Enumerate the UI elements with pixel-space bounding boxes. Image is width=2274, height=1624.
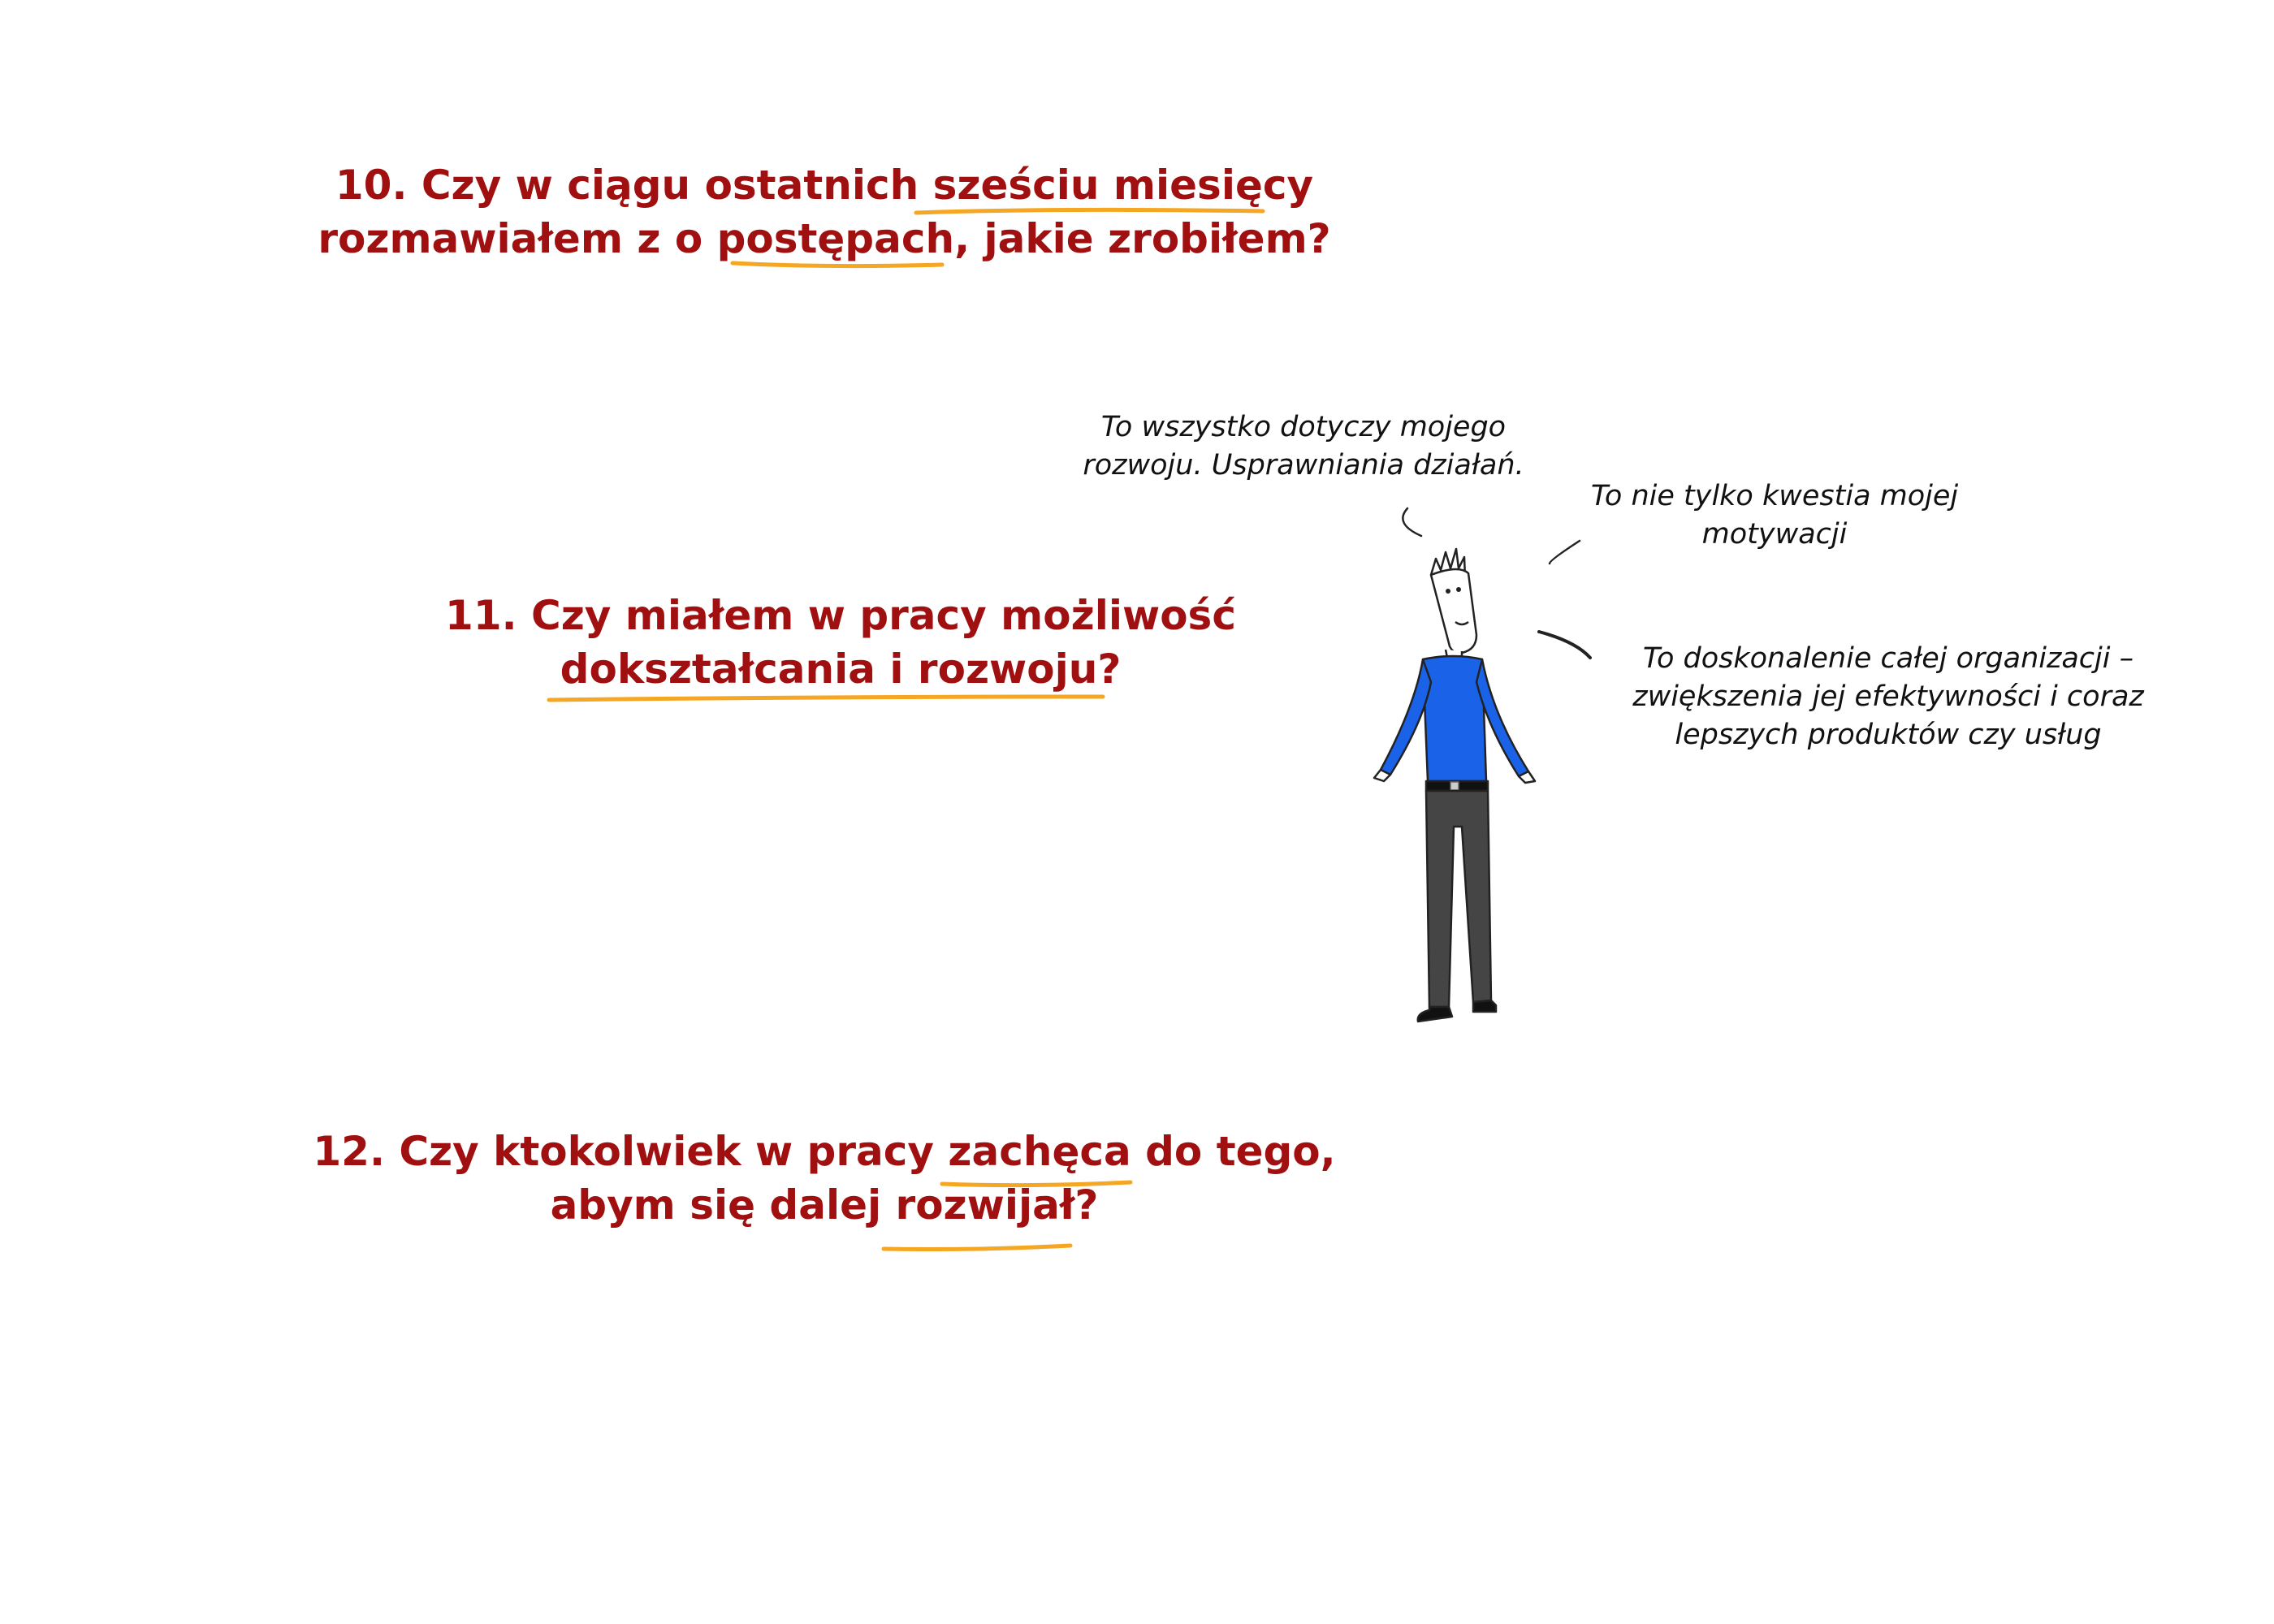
underline-szesciu-miesiecy: [916, 209, 1263, 213]
question-11-line2: dokształcania i rozwoju?: [560, 646, 1122, 693]
underline-rozwijal: [884, 1246, 1070, 1250]
speech-bubble-development-line2: rozwoju. Usprawniania działań.: [1083, 449, 1524, 482]
question-12-line2: abym się dalej rozwijał?: [550, 1181, 1099, 1229]
speech-bubble-organization-line1: To doskonalenie całej organizacji –: [1642, 642, 2134, 675]
shirt: [1423, 656, 1486, 781]
speech-bubble-organization-line2: zwiększenia jej efektywności i coraz: [1632, 680, 2144, 713]
underline-zacheca: [942, 1182, 1131, 1186]
speech-bubble-motivation-line2: motywacji: [1701, 518, 1848, 551]
speech-bubble-organization-line3: lepszych produktów czy usług: [1675, 719, 2102, 751]
question-11-line1: 11. Czy miałem w pracy możliwość: [445, 592, 1236, 639]
underline-dokszalcania: [549, 697, 1103, 700]
speech-ticks: [1403, 508, 1590, 658]
speech-tick-left: [1403, 508, 1421, 536]
highlight-underlines: [549, 209, 1263, 1249]
speech-tick-lower: [1539, 632, 1590, 658]
question-12-line1: 12. Czy ktokolwiek w pracy zachęca do tego,: [313, 1128, 1336, 1175]
left-arm: [1381, 659, 1431, 775]
eye-left: [1446, 589, 1450, 594]
trousers: [1426, 791, 1491, 1007]
person-figure: [1374, 549, 1535, 1021]
speech-bubble-development-line1: To wszystko dotyczy mojego: [1100, 411, 1507, 443]
speech-bubble-motivation-line1: To nie tylko kwestia mojej: [1590, 480, 1959, 512]
shoe-right: [1473, 1000, 1496, 1012]
head: [1431, 569, 1476, 653]
eye-right: [1456, 587, 1461, 592]
question-10-line1: 10. Czy w ciągu ostatnich sześciu miesięcy: [335, 162, 1314, 209]
belt-buckle: [1450, 782, 1459, 790]
question-10-line2: rozmawiałem z o postępach, jakie zrobiłem?: [318, 215, 1331, 262]
underline-postepach: [733, 263, 942, 266]
shoe-left: [1418, 1007, 1452, 1021]
speech-tick-right: [1550, 541, 1580, 564]
